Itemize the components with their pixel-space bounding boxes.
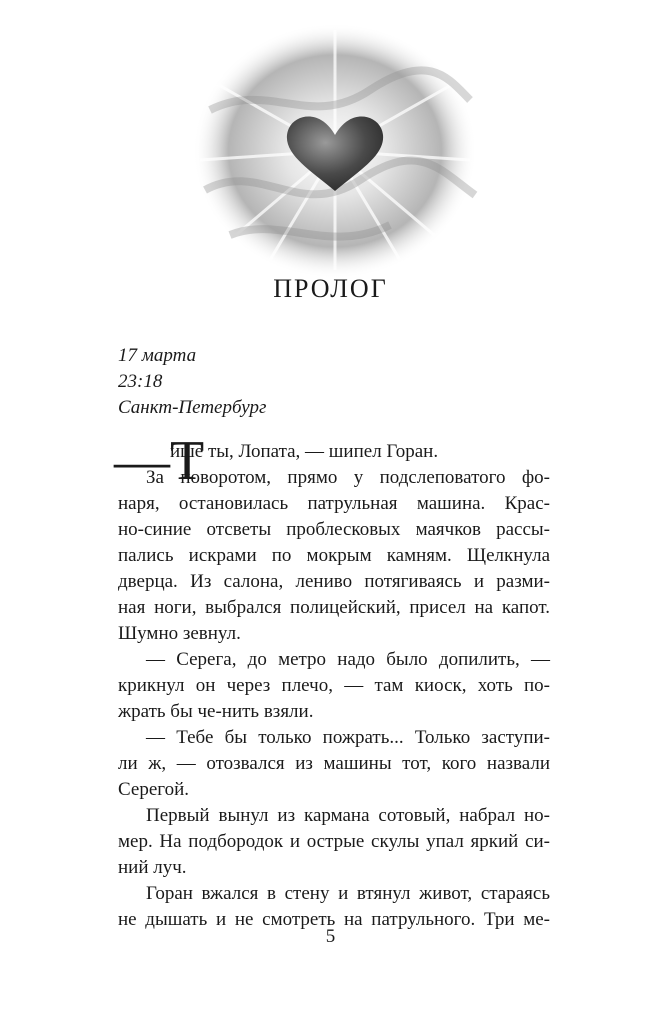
text-line: Горан вжался в стену и втянул живот, стараясь [146, 883, 550, 904]
text-line: жрать бы че-нить взяли. [118, 701, 314, 722]
text-line: мер. На подбородок и острые скулы упал яркий си- [118, 831, 550, 852]
text-line: но-синие отсветы проблесковых маячков рассы- [118, 519, 550, 540]
text-line: пались искрами по мокрым камням. Щелкнула [118, 545, 550, 566]
text-line: дверца. Из салона, лениво потягиваясь и разми- [118, 571, 550, 592]
text-line: ли ж, — отозвался из машины тот, кого назвали [118, 753, 550, 774]
text-line: — Серега, до метро надо было допилить, — [146, 649, 550, 670]
text-line: Шумно зевнул. [118, 623, 241, 644]
page-number: 5 [325, 926, 336, 947]
text-line: ний луч. [118, 857, 187, 878]
text-line: За поворотом, прямо у подслеповатого фо- [146, 467, 550, 488]
text-line: крикнул он через плечо, — там киоск, хоть по- [118, 675, 550, 696]
text-line: не дышать и не смотреть на патрульного. Три ме- [118, 909, 550, 930]
drop-cap: —Т [114, 430, 205, 492]
text-line: Серегой. [118, 779, 190, 800]
text-line: ная ноги, выбрался полицейский, присел на капот. [118, 597, 550, 618]
text-line: — Тебе бы только пожрать... Только заступи- [146, 727, 550, 748]
chapter-title: ПРОЛОГ [273, 274, 388, 303]
meta-date: 17 марта [118, 345, 197, 366]
text-line: наря, остановилась патрульная машина. Крас- [118, 493, 550, 514]
text-line: ише ты, Лопата, — шипел Горан. [170, 441, 439, 462]
heart-ornament-illustration [190, 20, 480, 282]
meta-time: 23:18 [118, 371, 163, 392]
meta-place: Санкт-Петербург [118, 397, 267, 418]
prologue-meta [118, 343, 266, 421]
text-line: Первый вынул из кармана сотовый, набрал но- [146, 805, 550, 826]
body-text [114, 430, 550, 933]
